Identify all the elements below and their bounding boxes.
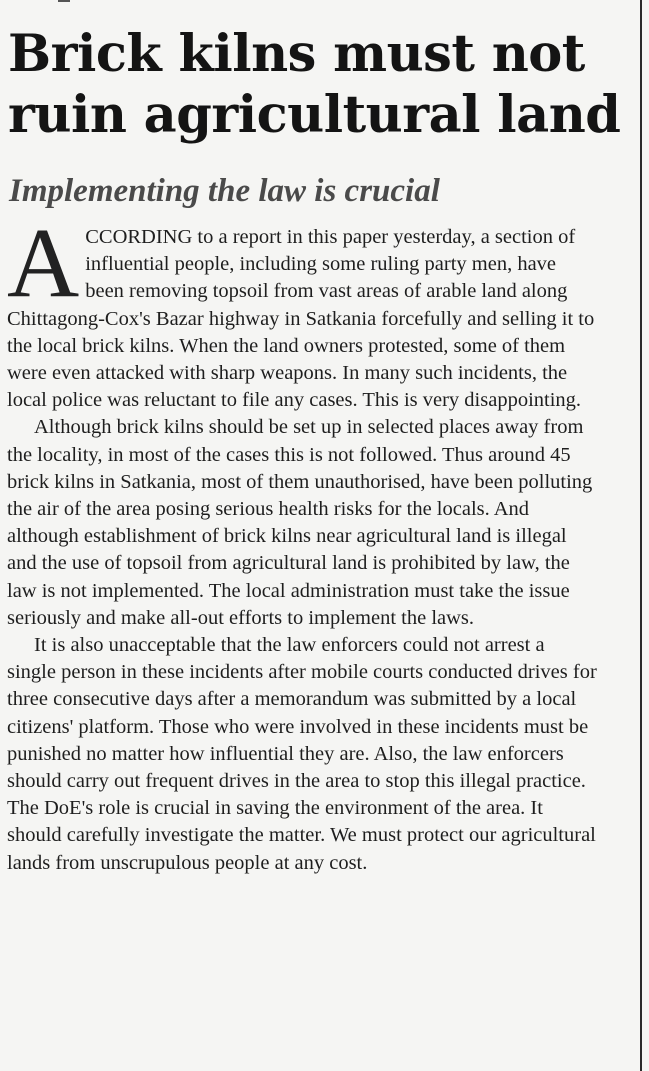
paragraph-2: Although brick kilns should be set up in selected places away from the locality, in most of the cases this is not followed. Thus around 45 brick kilns in Satkania, most of them unauthorised, have been polluting the air of the area posing serious health risks for the locals. And although establishment of brick kilns near agricultural land is illegal and the use of topsoil from agricultural land is prohibited by law, the law is not implemented. The local administration must take the issue seriously and make all-out efforts to implement the laws. — [7, 416, 593, 629]
article-body — [7, 207, 598, 877]
page-edge-mark — [58, 0, 70, 2]
paragraph-1 — [7, 207, 598, 414]
paragraph-3: It is also unacceptable that the law enforcers could not arrest a single person in these incidents after mobile courts conducted drives for three consecutive days after a memorandum was submitted by a local citizens' platform. Those who were involved in these incidents must be punished no matter how influential they are. Also, the law enforcers should carry out frequent drives in the area to stop this illegal practice. The DoE's role is crucial in saving the environment of the area. It should carefully investigate the matter. We must protect our agricultural lands from unscrupulous people at any cost. — [7, 634, 597, 874]
headline: Brick kilns must not ruin agricultural land — [8, 24, 621, 145]
column-rule — [640, 0, 642, 1071]
subheadline: Implementing the law is crucial — [9, 173, 440, 209]
drop-cap: A — [7, 207, 80, 318]
paragraph-1-text: CCORDING to a report in this paper yesterday, a section of influential people, including some ruling party men, have been removing topsoil from vast areas of arable land along Chittagong-Cox's Bazar highway in Satkania forcefully and selling it to the local brick kilns. When the land owners protested, some of them were even attacked with sharp weapons. In many such incidents, the local police was reluctant to file any cases. This is very disappointing. — [7, 226, 595, 412]
